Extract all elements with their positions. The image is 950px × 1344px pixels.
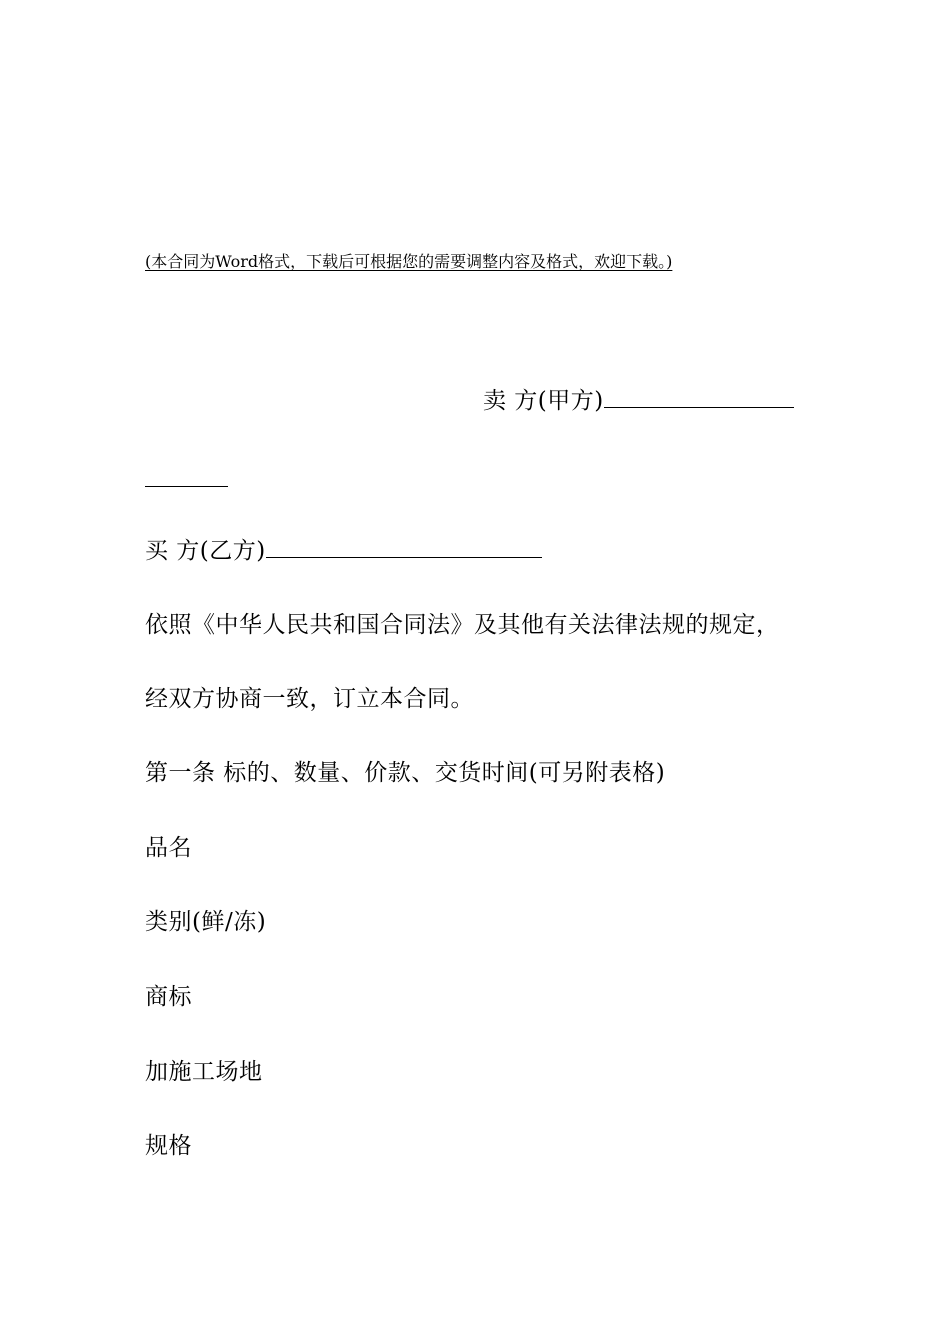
item-specification: 规格: [145, 1133, 192, 1159]
article-one-heading: 第一条 标的、数量、价款、交货时间(可另附表格): [145, 760, 666, 786]
seller-blank-continuation: [145, 486, 228, 487]
item-product-name: 品名: [145, 835, 192, 861]
paragraph-legal-basis: 依照《中华人民共和国合同法》及其他有关法律法规的规定，: [145, 612, 780, 638]
item-trademark: 商标: [145, 984, 192, 1010]
buyer-line: [145, 535, 542, 566]
buyer-blank: [266, 535, 542, 558]
item-category: 类别(鲜/冻): [145, 909, 267, 935]
seller-blank: [604, 385, 794, 408]
buyer-label: 买 方(乙方): [145, 538, 266, 564]
seller-line: [483, 385, 794, 416]
item-processing-site: 加施工场地: [145, 1059, 263, 1085]
format-note: (本合同为Word格式，下载后可根据您的需要调整内容及格式，欢迎下载。): [145, 252, 673, 271]
seller-label: 卖 方(甲方): [483, 388, 604, 414]
paragraph-agreement: 经双方协商一致，订立本合同。: [145, 686, 474, 712]
